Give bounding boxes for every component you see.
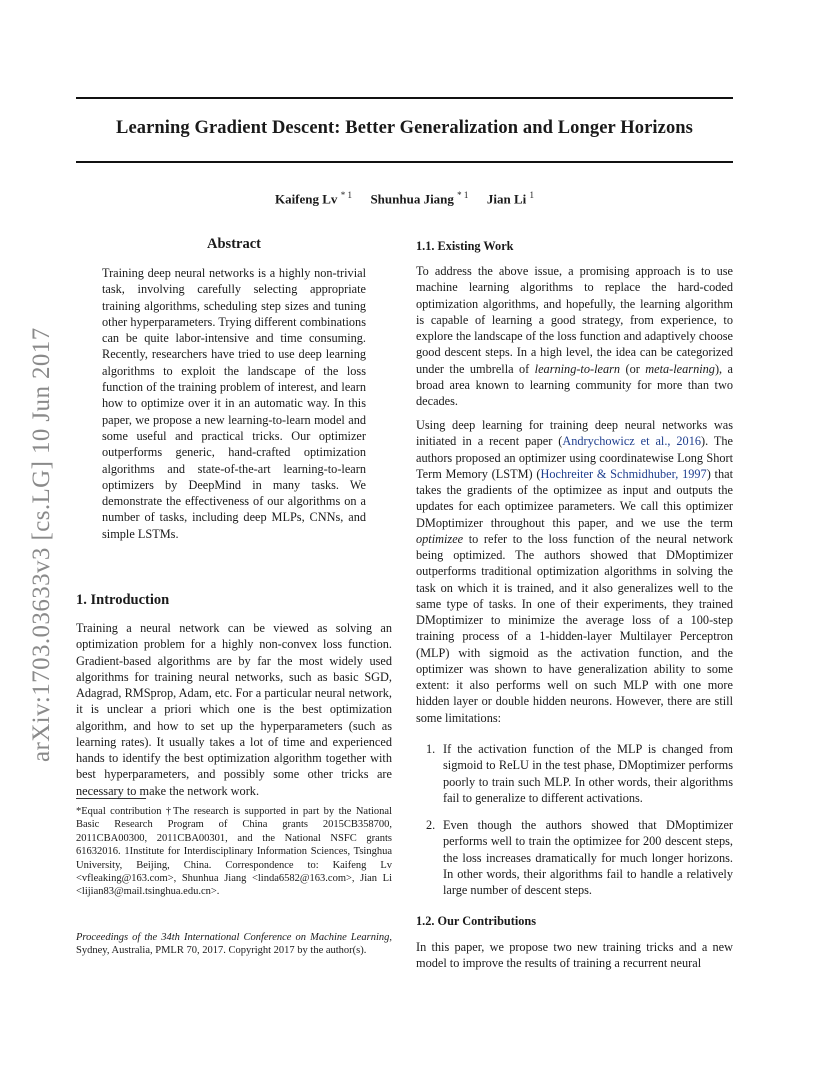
author-name: Kaifeng Lv — [274, 191, 338, 207]
proceedings-rest: , Sydney, Australia, PMLR 70, 2017. Copyright 2017 by the author(s). — [76, 932, 392, 957]
contributions-text: In this paper, we propose two new training tricks and a new model to improve the results of training a recurrent neural — [416, 940, 733, 971]
citation-link[interactable]: Andrychowicz et al., 2016 — [562, 434, 701, 449]
footnote-rule — [76, 798, 146, 799]
introduction-text: Training a neural network can be viewed as solving an optimization problem for a highly non-convex loss function. Gradient-based algorithms are by far the most widely used algorithms for training neural networks, such as basic SGD, Adagrad, RMSprop, Adam, etc. For a particular neural network, it is unclear a priori which one is the best optimization algorithm, and how to set up the hyperparameters (such as learning rates). It usually takes a lot of time and experienced hands to identify the best optimization algorithm together with best hyperparameters, and possibly some other tricks are necessary to make the network work. — [76, 621, 392, 798]
abstract-heading: Abstract — [207, 236, 261, 252]
author-marks: * 1 — [457, 190, 469, 200]
existing-work-heading: 1.1. Existing Work — [416, 239, 514, 253]
list-text: Even though the authors showed that DMoptimizer performs well to train the optimizee for 200 descent steps, the loss increases dramatically for much longer horizons. In other words, their algorithms fail to handle a relatively large number of descent steps. — [443, 818, 733, 897]
footnote-text: *Equal contribution †The research is supported in part by the National Basic Research Program of China grants 2015CB358700, 2011CBA00300, 2011CBA00301, and the National NSFC grants 61632016. 1Institute for Interdisciplinary Information Sciences, Tsinghua University, Beijing, China. Correspondence to: Kaifeng Lv <vfleaking@163.com>, Shunhua Jiang <linda6582@163.com>, Jian Li <lijian83@mail.tsinghua.edu.cn>. — [76, 806, 392, 898]
list-text: If the activation function of the MLP is changed from sigmoid to ReLU in the test phase, DMoptimizer performs poorly to train such MLP. In other words, their algorithms fail to generalize to different activations. — [443, 742, 733, 805]
existing-work-paragraph-2: Using deep learning for training deep neural networks was initiated in a recent paper (Andrychowicz et al., 2016). The authors proposed an optimizer using coordinatewise Long Short Term Memory (LSTM) (Hochreiter & Schmidhuber, 1997) that takes the gradients of the optimizee as input and outputs the updates for each optimizee parameters. We call this optimizer DMoptimizer throughout this paper, and we use the term optimizee to refer to the loss function of the neural network being optimized. The authors showed that DMoptimizer outperforms traditional optimization algorithms in solving the task on which it is trained, and it also generalizes well to the same type of tasks. In one of their experiments, they trained DMoptimizer to minimize the average loss of a 100-step training process of a 1-hidden-layer Multilayer Perceptron (MLP) with sigmoid as the activation function, and the optimizer was shown to have generalization ability to some extent: it also performs well on such MLP with one more hidden layer or double hidden neurons. However, there are still some limitations: — [416, 418, 733, 725]
contributions-heading: 1.2. Our Contributions — [416, 914, 537, 928]
proceedings-venue: Proceedings of the 34th International Conference on Machine Learning — [76, 932, 390, 943]
author-marks: * 1 — [340, 190, 352, 200]
introduction-heading: 1. Introduction — [76, 592, 170, 608]
list-number: 1. — [426, 742, 436, 756]
arxiv-stamp: arXiv:1703.03633v3 [cs.LG] 10 Jun 2017 — [28, 327, 55, 762]
author-line — [76, 190, 733, 207]
author-name: Jian Li — [486, 191, 527, 207]
paper-title: Learning Gradient Descent: Better Generalization and Longer Horizons — [116, 118, 693, 138]
citation-link[interactable]: Hochreiter & Schmidhuber, 1997 — [540, 466, 707, 481]
proceedings-note — [76, 931, 392, 958]
author-name: Shunhua Jiang — [370, 191, 454, 207]
existing-work-paragraph-1: To address the above issue, a promising approach is to use machine learning algorithms to replace the hard-coded optimization algorithms, and hopefully, the learning algorithm is capable of learning a good strategy, from experience, to explore the landscape of the loss function and adaptively choose good descent steps. In a high level, the idea can be categorized under the umbrella of learning-to-learn (or meta-learning), a broad area known to learning community for more than two decades. — [416, 264, 733, 408]
title-rule-bottom — [76, 161, 733, 163]
title-rule-top — [76, 97, 733, 99]
list-number: 2. — [426, 818, 436, 832]
abstract-text: Training deep neural networks is a highly non-trivial task, involving carefully selecting appropriate training algorithms, scheduling step sizes and tuning other hyperparameters. Trying different combinations can be quite labor-intensive and time consuming. Recently, researchers have tried to use deep learning algorithms to exploit the landscape of the loss function of the training problem of interest, and learn how to optimize over it in an automatic way. In this paper, we propose a new learning-to-learn model and some useful and practical tricks. Our optimizer outperforms generic, hand-crafted optimization algorithms and state-of-the-art learning-to-learn optimizers by DeepMind in many tasks. We demonstrate the effectiveness of our algorithms on a number of tasks, including deep MLPs, CNNs, and simple LSTMs. — [102, 266, 366, 541]
author-marks: 1 — [529, 190, 535, 200]
